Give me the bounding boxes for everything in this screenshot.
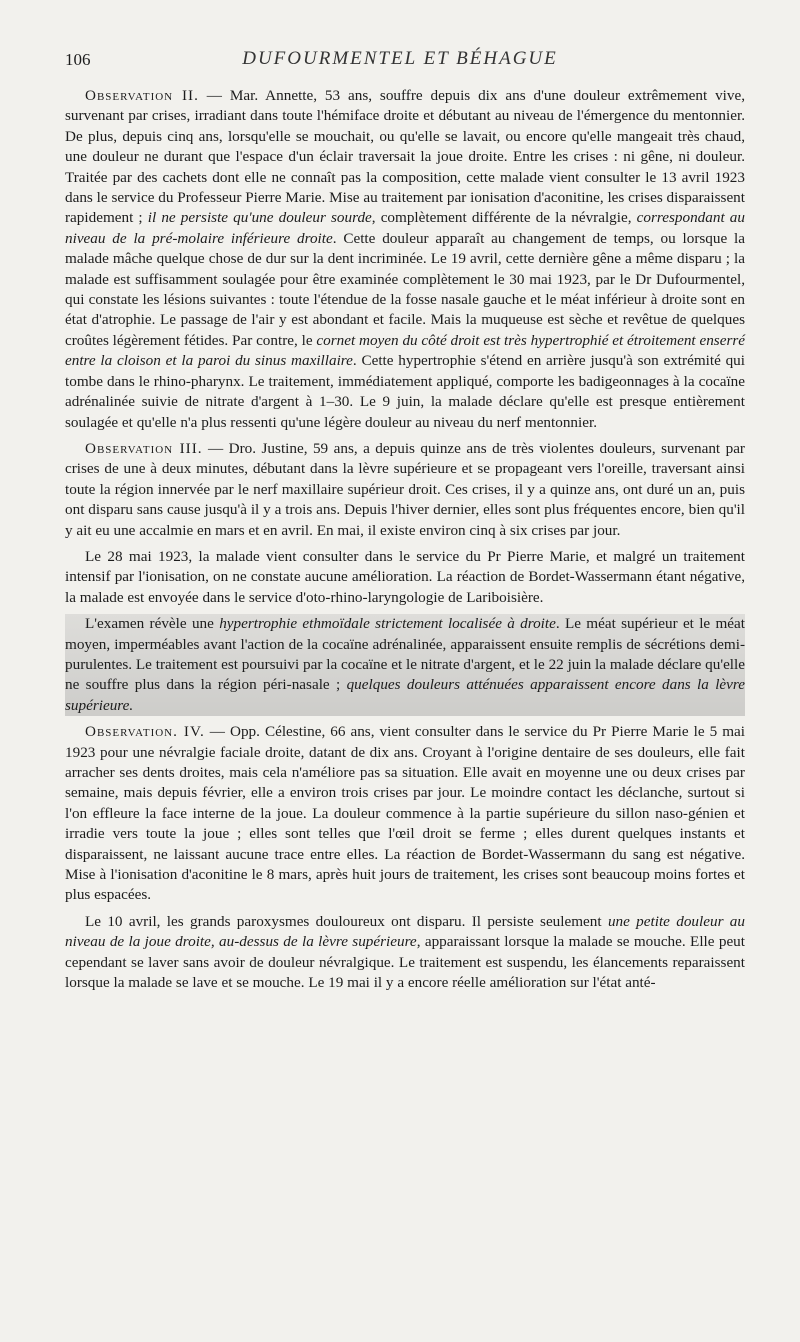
obs2-italic-2: correspondant au niveau de la pré-molaire inférieure droite [65,209,745,247]
observation-2-label: Observation II. [85,87,199,104]
page-header [65,44,735,84]
observation-3-paragraph-3 [65,614,745,716]
observation-4-paragraph [65,722,745,906]
observation-2-paragraph [65,86,745,433]
observation-4-label: Observation. IV. [85,723,205,741]
running-title: DUFOURMENTEL ET BÉHAGUE [242,48,558,69]
obs2-italic-3: cornet moyen du côté droit est très hypertrophié et étroitement enserré entre la cloison et la paroi du sinus maxillaire [65,331,745,370]
obs2-text-4: . Cette hypertrophie s'étend en arrière jusqu'à son extrémité qui tombe dans le rhino-pharynx. Le traitement, immédiatement appliqué, comporte les badigeonnages à la cocaïne adrénalinée suivie de nitrate d'argent à 1–30. Le 9 juin, la malade déclare qu'elle est presque entièrement soulagée et qu'elle n'a plus ressenti qu'une légère douleur au niveau du nerf mentonnier. [65,352,745,431]
obs3-p3-text-1: L'examen révèle une [85,615,220,633]
obs4-p2-text-2: , apparaissant lorsque la malade se mouche. Elle peut cependant se laver sans avoir de douleur névralgique. Le traitement est suspendu, les élancements reparaissent lorsque la malade se lave et se mouche. Le 19 mai il y a encore réelle amélioration sur l'état anté- [65,933,745,992]
observation-4-paragraph-2 [65,912,745,994]
obs3-p3-italic-1: hypertrophie ethmoïdale strictement localisée à droite [219,615,556,633]
obs3-text-1: — Dro. Justine, 59 ans, a depuis quinze ans de très violentes douleurs, survenant par crises de une à deux minutes, débutant dans la lèvre supérieure et se propageant vers l'oreille, traversant ainsi toute la région innervée par le nerf maxillaire supérieur droit. Ces crises, il y a quinze ans, ont duré un an, puis ont disparu sans cause jusqu'à il y a trois ans. Depuis l'hiver dernier, elles sont plus fréquentes encore, bien qu'il y ait eu une accalmie en mars et en avril. En mai, il existe environ cinq à six crises par jour. [65,439,745,539]
obs3-p3-italic-2: quelques douleurs atténuées apparaissent encore dans la lèvre supérieure. [65,676,745,714]
obs2-text-1: — Mar. Annette, 53 ans, souffre depuis dix ans d'une douleur extrêmement vive, survenant par crises, irradiant dans toute l'hémiface droite et débutant au niveau de l'émergence du mentonnier. De plus, depuis cinq ans, lorsqu'elle se mouchait, ou qu'elle se lavait, ou encore qu'elle mangeait très chaud, une douleur ne durant que l'espace d'un éclair traversait la joue droite. Entre les crises : ni gêne, ni douleur. Traitée par des cachets dont elle ne connaît pas la composition, cette malade vient consulter le 13 avril 1923 dans le service du Professeur Pierre Marie. Mise au traitement par ionisation d'aconitine, les crises disparaissent rapidement ; [65,87,746,227]
observation-3-label: Observation III. [85,439,203,457]
obs2-text-2: , complètement différente de la névralgie, [371,209,637,227]
obs4-p2-text-1: Le 10 avril, les grands paroxysmes douloureux ont disparu. Il persiste seulement [85,912,608,930]
obs2-italic-1: il ne persiste qu'une douleur sourde [147,209,372,227]
obs3-p3-text-2: . Le méat supérieur et le méat moyen, imperméables avant l'action de la cocaïne adrénalinée, apparaissent ensuite remplis de sécrétions demi-purulentes. Le traitement est poursuivi par la cocaïne et le nitrate d'argent, et le 22 juin la malade déclare qu'elle ne souffre plus dans la région péri-nasale ; [65,615,745,694]
obs4-p2-italic-1: une petite douleur au niveau de la joue droite, au-dessus de la lèvre supérieure [65,912,745,951]
page-number: 106 [65,50,91,69]
observation-3-paragraph [65,439,745,541]
obs4-text-1: — Opp. Célestine, 66 ans, vient consulter dans le service du Pr Pierre Marie le 5 mai 1923 pour une névralgie faciale droite, datant de dix ans. Croyant à l'origine dentaire de ses douleurs, elle fait arracher ses dents droites, mais cela n'améliore pas sa situation. Elle avait en moyenne une ou deux crises par semaine, mais depuis février, elle a environ trois crises par jour. Le moindre contact les déclanche, surtout si l'on effleure la face interne de la joue. La douleur commence à la partie supérieure du sillon naso-génien et irradie vers toute la joue ; elles sont telles que l'œil droit se ferme ; elles durent quelques instants et disparaissent, ne laissant aucune trace entre elles. La réaction de Bordet-Wassermann du sang est négative. Mise à l'ionisation d'aconitine le 8 mars, après huit jours de traitement, les crises sont beaucoup moins fortes et plus espacées. [65,723,745,904]
body-text [65,86,745,999]
obs2-text-3: . Cette douleur apparaît au changement de temps, ou lorsque la malade mâche quelque chose de dur sur la dent incriminée. Le 19 avril, cette dernière gêne a même disparu ; la malade est suffisamment soulagée pour être examinée complètement le 30 mai 1923, par le Dr Dufourmentel, qui constate les lésions suivantes : toute l'étendue de la fosse nasale gauche et le méat inférieur à droite sont en état d'atrophie. Le passage de l'air y est abondant et facile. Mais la muqueuse est sèche et revêtue de quelques croûtes légèrement fétides. Par contre, le [65,229,746,349]
observation-3-paragraph-2: Le 28 mai 1923, la malade vient consulter dans le service du Pr Pierre Marie, et malgré un traitement intensif par l'ionisation, on ne constate aucune amélioration. La réaction de Bordet-Wassermann étant négative, la malade est envoyée dans le service d'oto-rhino-laryngologie de Lariboisière. [65,547,745,606]
